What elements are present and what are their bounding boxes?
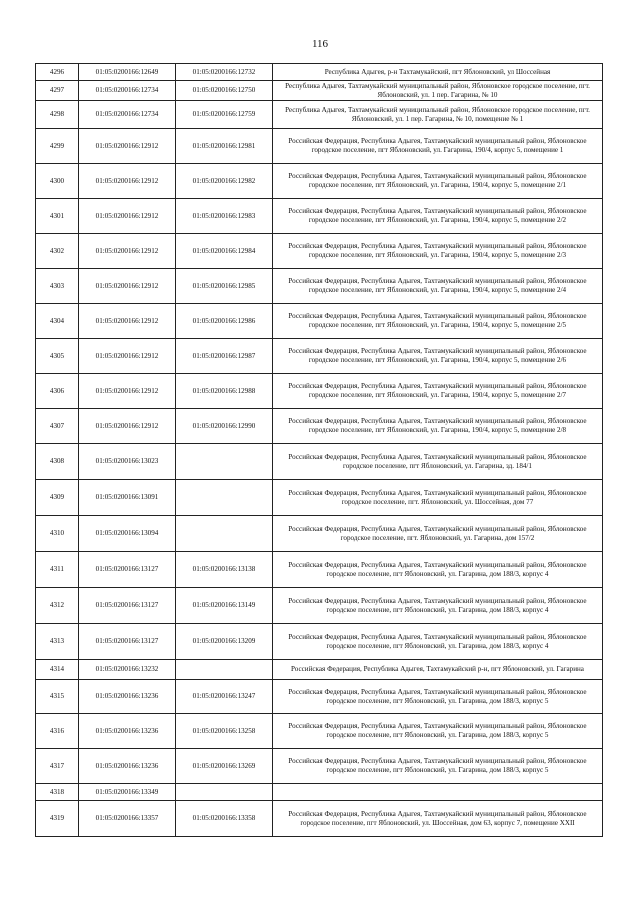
source-cadastral-number-cell: 01:05:0200166:12734 (79, 81, 176, 101)
address-cell: Российская Федерация, Республика Адыгея, Тахтамукайский муниципальный район, Яблоновское городское поселение, пгт Яблоновский, ул. Гагарина, 190/4, корпус 5, помещение 2/2 (273, 199, 603, 234)
object-cadastral-number-cell (176, 480, 273, 516)
object-cadastral-number-cell: 01:05:0200166:13149 (176, 588, 273, 624)
object-cadastral-number-cell: 01:05:0200166:12987 (176, 339, 273, 374)
object-cadastral-number-cell (176, 660, 273, 680)
row-number-cell: 4308 (36, 444, 79, 480)
object-cadastral-number-cell: 01:05:0200166:12985 (176, 269, 273, 304)
source-cadastral-number-cell: 01:05:0200166:12734 (79, 101, 176, 129)
row-number-cell: 4302 (36, 234, 79, 269)
object-cadastral-number-cell: 01:05:0200166:13269 (176, 749, 273, 784)
row-number-cell: 4319 (36, 801, 79, 837)
source-cadastral-number-cell: 01:05:0200166:12912 (79, 129, 176, 164)
source-cadastral-number-cell: 01:05:0200166:13236 (79, 749, 176, 784)
object-cadastral-number-cell: 01:05:0200166:12759 (176, 101, 273, 129)
table-row (36, 784, 603, 801)
table-row (36, 234, 603, 269)
source-cadastral-number-cell: 01:05:0200166:12912 (79, 304, 176, 339)
table-row (36, 199, 603, 234)
source-cadastral-number-cell: 01:05:0200166:13232 (79, 660, 176, 680)
table-row (36, 680, 603, 714)
object-cadastral-number-cell (176, 516, 273, 552)
address-cell: Российская Федерация, Республика Адыгея, Тахтамукайский муниципальный район, Яблоновское городское поселение, пгт Яблоновский, ул. Гагарина, 190/4, корпус 5, помещение 2/6 (273, 339, 603, 374)
source-cadastral-number-cell: 01:05:0200166:12912 (79, 269, 176, 304)
object-cadastral-number-cell: 01:05:0200166:12981 (176, 129, 273, 164)
address-cell: Российская Федерация, Республика Адыгея, Тахтамукайский муниципальный район, Яблоновское городское поселение, пгт Яблоновский, ул. Гагарина, 190/4, корпус 5, помещение 2/8 (273, 409, 603, 444)
source-cadastral-number-cell: 01:05:0200166:12912 (79, 374, 176, 409)
address-cell: Российская Федерация, Республика Адыгея, Тахтамукайский муниципальный район, Яблоновское городское поселение, пгт Яблоновский, ул. Гагарина, 190/4, корпус 5, помещение 2/7 (273, 374, 603, 409)
address-cell: Российская Федерация, Республика Адыгея, Тахтамукайский муниципальный район, Яблоновское городское поселение, пгт Яблоновский, ул. Гагарина, дом 188/3, корпус 5 (273, 680, 603, 714)
address-cell: Республика Адыгея, р-н Тахтамукайский, пгт Яблоновский, ул Шоссейная (273, 64, 603, 81)
source-cadastral-number-cell: 01:05:0200166:13236 (79, 680, 176, 714)
address-cell: Российская Федерация, Республика Адыгея, Тахтамукайский р-н, пгт Яблоновский, ул. Гагарина (273, 660, 603, 680)
source-cadastral-number-cell: 01:05:0200166:13127 (79, 624, 176, 660)
source-cadastral-number-cell: 01:05:0200166:13091 (79, 480, 176, 516)
row-number-cell: 4315 (36, 680, 79, 714)
table-row (36, 588, 603, 624)
row-number-cell: 4314 (36, 660, 79, 680)
table-row (36, 444, 603, 480)
table-row (36, 129, 603, 164)
table-row (36, 339, 603, 374)
object-cadastral-number-cell: 01:05:0200166:12986 (176, 304, 273, 339)
address-cell: Республика Адыгея, Тахтамукайский муниципальный район, Яблоновское городское поселение, пгт. Яблоновский, ул. 1 пер. Гагарина, № 10, помещение № 1 (273, 101, 603, 129)
address-cell: Российская Федерация, Республика Адыгея, Тахтамукайский муниципальный район, Яблоновское городское поселение, пгт Яблоновский, ул. Гагарина, 190/4, корпус 5, помещение 2/1 (273, 164, 603, 199)
table-row (36, 516, 603, 552)
address-cell: Республика Адыгея, Тахтамукайский муниципальный район, Яблоновское городское поселение, пгт. Яблоновский, ул. 1 пер. Гагарина, № 10 (273, 81, 603, 101)
source-cadastral-number-cell: 01:05:0200166:13357 (79, 801, 176, 837)
object-cadastral-number-cell: 01:05:0200166:13358 (176, 801, 273, 837)
row-number-cell: 4316 (36, 714, 79, 749)
table-row (36, 801, 603, 837)
row-number-cell: 4296 (36, 64, 79, 81)
table-row (36, 624, 603, 660)
table-row (36, 660, 603, 680)
table-row (36, 101, 603, 129)
object-cadastral-number-cell: 01:05:0200166:12982 (176, 164, 273, 199)
row-number-cell: 4307 (36, 409, 79, 444)
address-cell: Российская Федерация, Республика Адыгея, Тахтамукайский муниципальный район, Яблоновское городское поселение, пгт Яблоновский, ул. Гагарина, дом 188/3, корпус 4 (273, 552, 603, 588)
object-cadastral-number-cell: 01:05:0200166:13209 (176, 624, 273, 660)
source-cadastral-number-cell: 01:05:0200166:13127 (79, 588, 176, 624)
table-row (36, 81, 603, 101)
source-cadastral-number-cell: 01:05:0200166:13094 (79, 516, 176, 552)
table-row (36, 304, 603, 339)
object-cadastral-number-cell: 01:05:0200166:13138 (176, 552, 273, 588)
address-cell: Российская Федерация, Республика Адыгея, Тахтамукайский муниципальный район, Яблоновское городское поселение, пгт Яблоновский, ул. Гагарина, дом 188/3, корпус 4 (273, 588, 603, 624)
object-cadastral-number-cell (176, 784, 273, 801)
row-number-cell: 4311 (36, 552, 79, 588)
address-cell: Российская Федерация, Республика Адыгея, Тахтамукайский муниципальный район, Яблоновское городское поселение, пгт. Яблоновский, ул. Гагарина, дом 157/2 (273, 516, 603, 552)
row-number-cell: 4301 (36, 199, 79, 234)
address-cell: Российская Федерация, Республика Адыгея, Тахтамукайский муниципальный район, Яблоновское городское поселение, пгт Яблоновский, ул. Гагарина, дом 188/3, корпус 5 (273, 714, 603, 749)
address-cell: Российская Федерация, Республика Адыгея, Тахтамукайский муниципальный район, Яблоновское городское поселение, пгт Яблоновский, ул. Гагарина, 190/4, корпус 5, помещение 2/4 (273, 269, 603, 304)
row-number-cell: 4312 (36, 588, 79, 624)
row-number-cell: 4305 (36, 339, 79, 374)
source-cadastral-number-cell: 01:05:0200166:13127 (79, 552, 176, 588)
row-number-cell: 4304 (36, 304, 79, 339)
object-cadastral-number-cell: 01:05:0200166:13247 (176, 680, 273, 714)
address-cell: Российская Федерация, Республика Адыгея, Тахтамукайский муниципальный район, Яблоновское городское поселение, пгт Яблоновский, ул. Гагарина, дом 188/3, корпус 5 (273, 749, 603, 784)
address-cell: Российская Федерация, Республика Адыгея, Тахтамукайский муниципальный район, Яблоновское городское поселение, пгт Яблоновский, ул. Гагарина, 190/4, корпус 5, помещение 1 (273, 129, 603, 164)
row-number-cell: 4303 (36, 269, 79, 304)
source-cadastral-number-cell: 01:05:0200166:13349 (79, 784, 176, 801)
row-number-cell: 4306 (36, 374, 79, 409)
table-row (36, 480, 603, 516)
source-cadastral-number-cell: 01:05:0200166:12912 (79, 409, 176, 444)
table-row (36, 714, 603, 749)
row-number-cell: 4313 (36, 624, 79, 660)
address-cell (273, 784, 603, 801)
address-cell: Российская Федерация, Республика Адыгея, Тахтамукайский муниципальный район, Яблоновское городское поселение, пгт Яблоновский, ул. Гагарина, зд. 184/1 (273, 444, 603, 480)
object-cadastral-number-cell: 01:05:0200166:13258 (176, 714, 273, 749)
address-cell: Российская Федерация, Республика Адыгея, Тахтамукайский муниципальный район, Яблоновское городское поселение, пгт Яблоновский, ул. Гагарина, дом 188/3, корпус 4 (273, 624, 603, 660)
page-number: 116 (311, 38, 329, 50)
row-number-cell: 4300 (36, 164, 79, 199)
table-row (36, 269, 603, 304)
row-number-cell: 4299 (36, 129, 79, 164)
table-row (36, 164, 603, 199)
table-row (36, 749, 603, 784)
address-cell: Российская Федерация, Республика Адыгея, Тахтамукайский муниципальный район, Яблоновское городское поселение, пгт Яблоновский, ул. Шоссейная, дом 63, корпус 7, помещение XXII (273, 801, 603, 837)
source-cadastral-number-cell: 01:05:0200166:12912 (79, 164, 176, 199)
row-number-cell: 4309 (36, 480, 79, 516)
object-cadastral-number-cell: 01:05:0200166:12983 (176, 199, 273, 234)
object-cadastral-number-cell (176, 444, 273, 480)
table-row (36, 374, 603, 409)
address-cell: Российская Федерация, Республика Адыгея, Тахтамукайский муниципальный район, Яблоновское городское поселение, пгт Яблоновский, ул. Гагарина, 190/4, корпус 5, помещение 2/5 (273, 304, 603, 339)
object-cadastral-number-cell: 01:05:0200166:12990 (176, 409, 273, 444)
source-cadastral-number-cell: 01:05:0200166:12912 (79, 199, 176, 234)
source-cadastral-number-cell: 01:05:0200166:12649 (79, 64, 176, 81)
row-number-cell: 4310 (36, 516, 79, 552)
table-row (36, 409, 603, 444)
object-cadastral-number-cell: 01:05:0200166:12732 (176, 64, 273, 81)
row-number-cell: 4318 (36, 784, 79, 801)
table-row (36, 64, 603, 81)
registry-table (35, 63, 603, 837)
table-row (36, 552, 603, 588)
source-cadastral-number-cell: 01:05:0200166:12912 (79, 339, 176, 374)
source-cadastral-number-cell: 01:05:0200166:12912 (79, 234, 176, 269)
address-cell: Российская Федерация, Республика Адыгея, Тахтамукайский муниципальный район, Яблоновское городское поселение, пгт Яблоновский, ул. Гагарина, 190/4, корпус 5, помещение 2/3 (273, 234, 603, 269)
row-number-cell: 4297 (36, 81, 79, 101)
row-number-cell: 4298 (36, 101, 79, 129)
source-cadastral-number-cell: 01:05:0200166:13023 (79, 444, 176, 480)
source-cadastral-number-cell: 01:05:0200166:13236 (79, 714, 176, 749)
row-number-cell: 4317 (36, 749, 79, 784)
object-cadastral-number-cell: 01:05:0200166:12988 (176, 374, 273, 409)
registry-table-body (36, 64, 603, 837)
address-cell: Российская Федерация, Республика Адыгея, Тахтамукайский муниципальный район, Яблоновское городское поселение, пгт. Яблоновский, ул. Шоссейная, дом 77 (273, 480, 603, 516)
object-cadastral-number-cell: 01:05:0200166:12984 (176, 234, 273, 269)
object-cadastral-number-cell: 01:05:0200166:12750 (176, 81, 273, 101)
